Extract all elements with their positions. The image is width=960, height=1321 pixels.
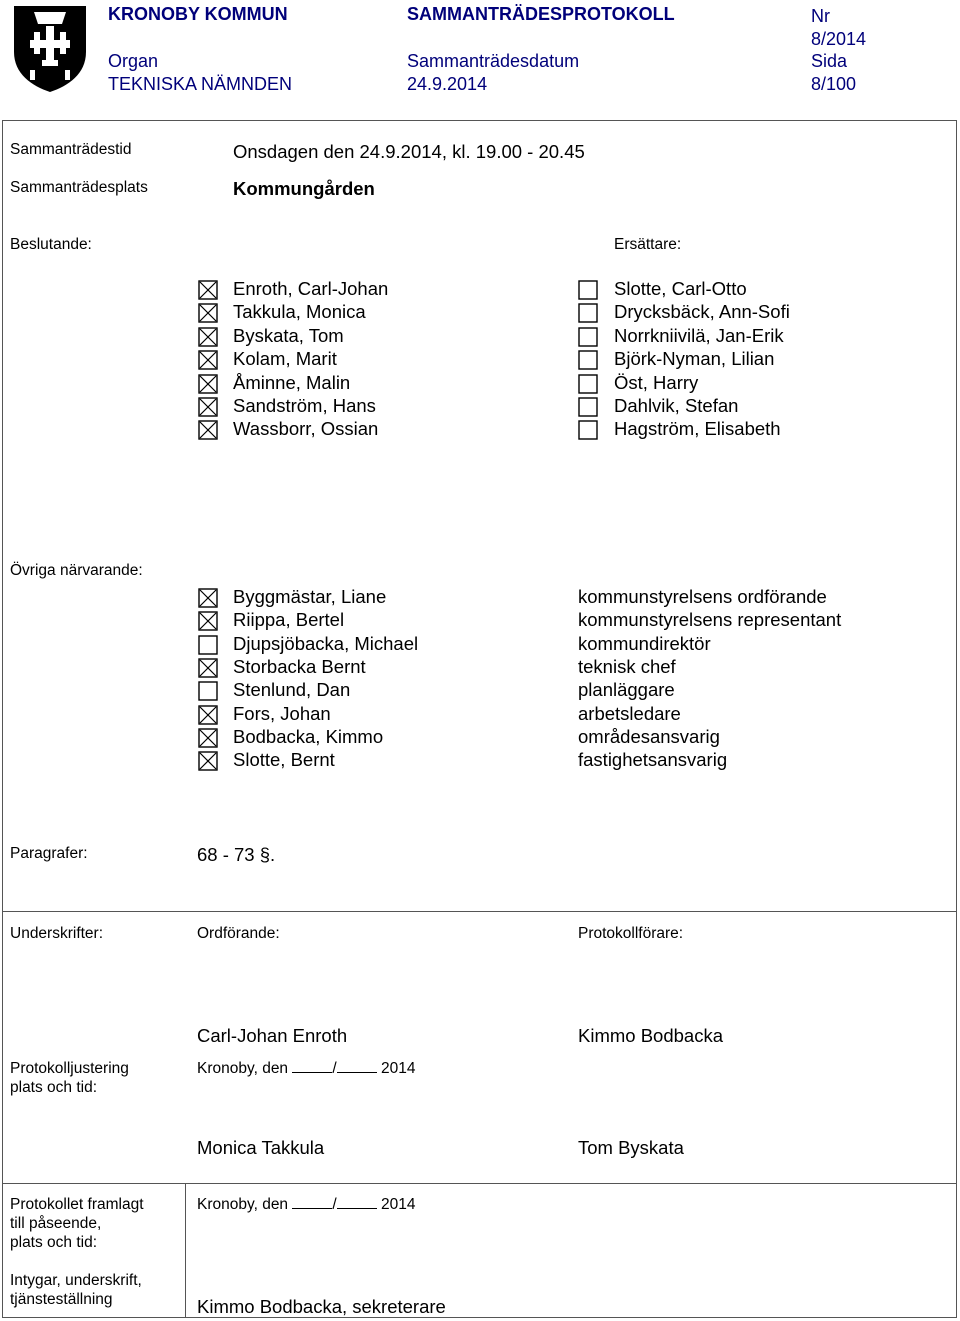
posted-label-line2: till påseende, bbox=[10, 1215, 102, 1232]
page-label: Sida bbox=[811, 51, 848, 71]
secretary-name: Kimmo Bodbacka bbox=[578, 1025, 723, 1046]
person-name: Hagström, Elisabeth bbox=[614, 418, 781, 440]
unchecked-checkbox[interactable] bbox=[578, 350, 598, 370]
month-blank-line bbox=[337, 1197, 377, 1209]
deciding-label: Beslutande: bbox=[10, 236, 92, 253]
paragraphs-value: 68 - 73 §. bbox=[197, 844, 276, 865]
person-role: kommundirektör bbox=[578, 632, 711, 654]
checked-checkbox[interactable] bbox=[198, 350, 218, 370]
protocol-frame bbox=[2, 120, 957, 1318]
checked-checkbox[interactable] bbox=[198, 751, 218, 771]
others-label: Övriga närvarande: bbox=[10, 562, 143, 579]
person-name: Drycksbäck, Ann-Sofi bbox=[614, 301, 790, 323]
nr-label: Nr bbox=[811, 6, 830, 26]
person-name: Enroth, Carl-Johan bbox=[233, 278, 389, 299]
checked-checkbox[interactable] bbox=[198, 728, 218, 748]
date-slash: / bbox=[332, 1196, 337, 1213]
posted-year: 2014 bbox=[381, 1196, 416, 1213]
person-name: Bodbacka, Kimmo bbox=[233, 725, 384, 747]
substitutes-label: Ersättare: bbox=[614, 236, 682, 253]
checked-checkbox[interactable] bbox=[198, 705, 218, 725]
certification-label-line1: Intygar, underskrift, bbox=[10, 1272, 142, 1289]
adjustment-place: Kronoby, den bbox=[197, 1060, 289, 1077]
person-role: kommunstyrelsens representant bbox=[578, 609, 842, 631]
person-name: Öst, Harry bbox=[614, 371, 699, 393]
date-value: 24.9.2014 bbox=[407, 74, 488, 94]
posted-place-date bbox=[197, 1196, 415, 1214]
person-name: Byskata, Tom bbox=[233, 324, 344, 346]
divider bbox=[2, 911, 957, 912]
person-name: Kolam, Marit bbox=[233, 348, 337, 370]
posted-label-line1: Protokollet framlagt bbox=[10, 1196, 144, 1213]
certification-signature-name: Kimmo Bodbacka, sekreterare bbox=[197, 1296, 446, 1317]
person-name: Djupsjöbacka, Michael bbox=[233, 632, 419, 654]
posted-label-line3: plats och tid: bbox=[10, 1234, 98, 1251]
person-name: Sandström, Hans bbox=[233, 395, 376, 416]
checked-checkbox[interactable] bbox=[198, 280, 218, 300]
meeting-time-label: Sammanträdestid bbox=[10, 141, 132, 158]
unchecked-checkbox[interactable] bbox=[198, 635, 218, 655]
adjuster-1-name: Monica Takkula bbox=[197, 1137, 325, 1158]
unchecked-checkbox[interactable] bbox=[578, 280, 598, 300]
unchecked-checkbox[interactable] bbox=[578, 303, 598, 323]
unchecked-checkbox[interactable] bbox=[578, 397, 598, 417]
checked-checkbox[interactable] bbox=[198, 420, 218, 440]
day-blank-line bbox=[292, 1197, 332, 1209]
organ-label: Organ bbox=[108, 51, 159, 71]
person-role: områdesansvarig bbox=[578, 725, 720, 747]
person-name: Stenlund, Dan bbox=[233, 679, 351, 701]
checked-checkbox[interactable] bbox=[198, 327, 218, 347]
municipality-name: KRONOBY KOMMUN bbox=[108, 4, 288, 24]
person-name: Slotte, Carl-Otto bbox=[614, 278, 747, 299]
divider bbox=[185, 1183, 186, 1318]
checked-checkbox[interactable] bbox=[198, 611, 218, 631]
person-role: arbetsledare bbox=[578, 702, 681, 724]
person-name: Fors, Johan bbox=[233, 702, 331, 724]
person-name: Riippa, Bertel bbox=[233, 609, 345, 631]
page-value: 8/100 bbox=[811, 74, 857, 94]
secretary-label: Protokollförare: bbox=[578, 925, 684, 942]
document-type: SAMMANTRÄDESPROTOKOLL bbox=[407, 4, 675, 24]
divider bbox=[2, 1183, 957, 1184]
checked-checkbox[interactable] bbox=[198, 303, 218, 323]
meeting-place-value: Kommungården bbox=[233, 178, 375, 199]
person-name: Byggmästar, Liane bbox=[233, 586, 387, 607]
person-role: kommunstyrelsens ordförande bbox=[578, 586, 827, 607]
date-slash: / bbox=[332, 1060, 337, 1077]
person-name: Dahlvik, Stefan bbox=[614, 395, 739, 416]
adjustment-label-line2: plats och tid: bbox=[10, 1079, 98, 1096]
person-name: Storbacka Bernt bbox=[233, 655, 366, 677]
signatures-label: Underskrifter: bbox=[10, 925, 104, 942]
unchecked-checkbox[interactable] bbox=[578, 374, 598, 394]
person-role: planläggare bbox=[578, 679, 675, 701]
organ-value: TEKNISKA NÄMNDEN bbox=[108, 74, 293, 94]
municipal-crest-logo bbox=[10, 2, 90, 94]
month-blank-line bbox=[337, 1061, 377, 1073]
meeting-place-label: Sammanträdesplats bbox=[10, 179, 148, 196]
unchecked-checkbox[interactable] bbox=[198, 681, 218, 701]
person-name: Wassborr, Ossian bbox=[233, 418, 379, 440]
person-name: Takkula, Monica bbox=[233, 301, 366, 323]
chair-label: Ordförande: bbox=[197, 925, 280, 942]
posted-place: Kronoby, den bbox=[197, 1196, 289, 1213]
checked-checkbox[interactable] bbox=[198, 374, 218, 394]
unchecked-checkbox[interactable] bbox=[578, 420, 598, 440]
person-name: Norrkniivilä, Jan-Erik bbox=[614, 324, 784, 346]
checked-checkbox[interactable] bbox=[198, 588, 218, 608]
meeting-time-value: Onsdagen den 24.9.2014, kl. 19.00 - 20.45 bbox=[233, 141, 585, 162]
paragraphs-label: Paragrafer: bbox=[10, 845, 88, 862]
person-name: Slotte, Bernt bbox=[233, 749, 335, 771]
checked-checkbox[interactable] bbox=[198, 397, 218, 417]
checked-checkbox[interactable] bbox=[198, 658, 218, 678]
adjustment-place-date bbox=[197, 1060, 415, 1078]
person-role: teknisk chef bbox=[578, 655, 676, 677]
certification-label-line2: tjänsteställning bbox=[10, 1291, 113, 1308]
unchecked-checkbox[interactable] bbox=[578, 327, 598, 347]
adjustment-label-line1: Protokolljustering bbox=[10, 1060, 129, 1077]
adjustment-year: 2014 bbox=[381, 1060, 416, 1077]
person-role: fastighetsansvarig bbox=[578, 749, 728, 771]
chair-name: Carl-Johan Enroth bbox=[197, 1025, 348, 1046]
date-label: Sammanträdesdatum bbox=[407, 51, 580, 71]
person-name: Åminne, Malin bbox=[233, 371, 351, 393]
day-blank-line bbox=[292, 1061, 332, 1073]
adjuster-2-name: Tom Byskata bbox=[578, 1137, 684, 1158]
person-name: Björk-Nyman, Lilian bbox=[614, 348, 775, 370]
nr-value: 8/2014 bbox=[811, 29, 867, 49]
